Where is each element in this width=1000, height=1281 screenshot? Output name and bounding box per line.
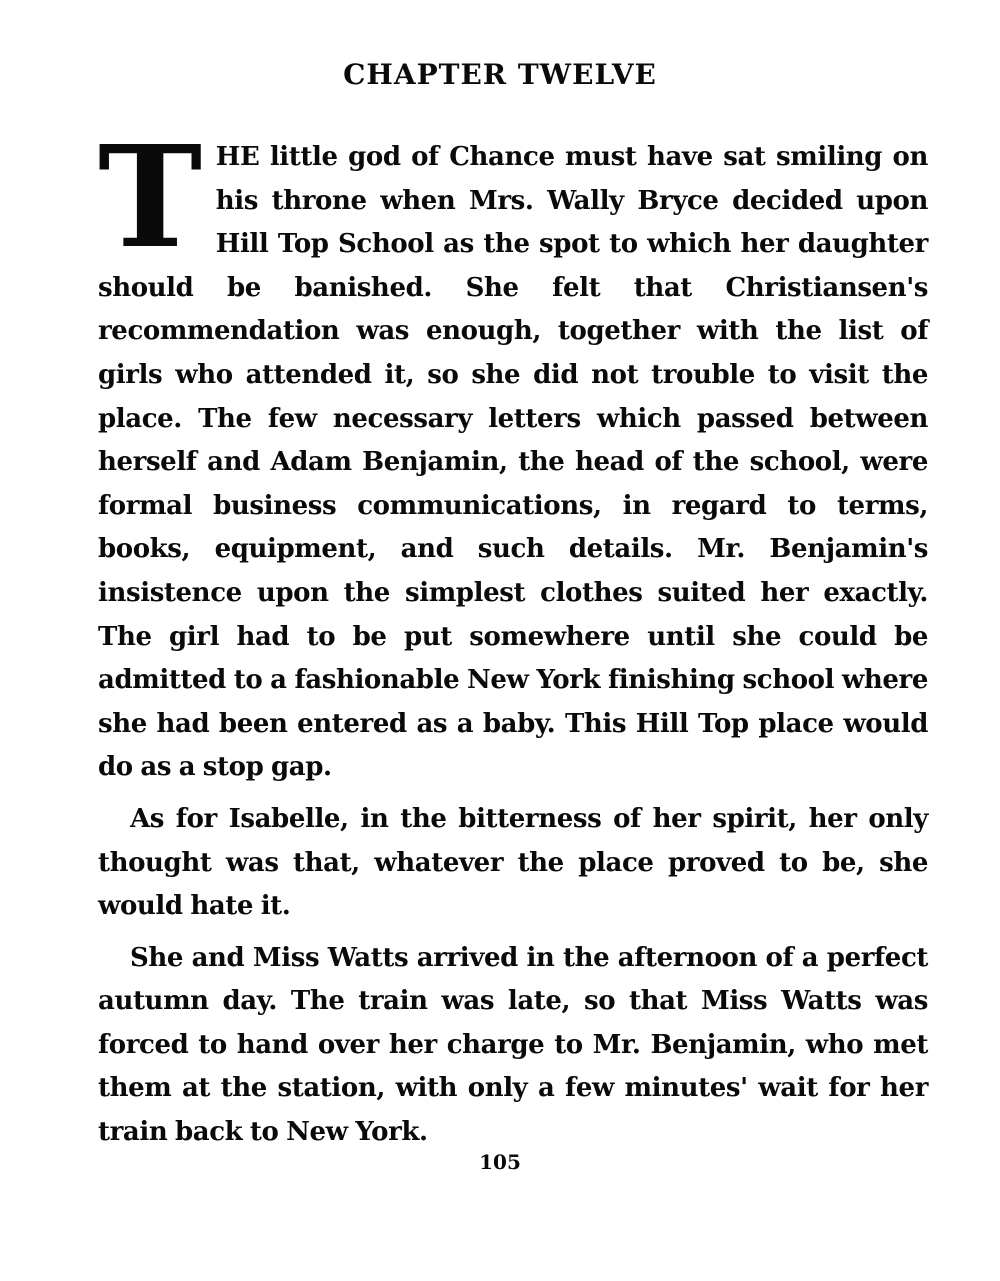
paragraph-1-text: HE little god of Chance must have sat smiling on his throne when Mrs. Wally Bryce decided upon Hill Top School as the spot to which her daughter should be banished. She felt that Christiansen's recommendation was enough, together with the list of girls who attended it, so she did not trouble to visit the place. The few necessary letters which passed between herself and Adam Benjamin, the head of the school, were formal business communications, in regard to terms, books, equipment, and such details. Mr. Benjamin's insistence upon the simplest clothes suited her exactly. The girl had to be put somewhere until she could be admitted to a fashionable New York finishing school where she had been entered as a baby. This Hill Top place would do as a stop gap.	[98, 142, 928, 783]
drop-cap-letter: T	[98, 116, 202, 280]
paragraph-2	[98, 798, 928, 929]
paragraph-2-text: As for Isabelle, in the bitterness of her spirit, her only thought was that, whatever the place proved to be, she would hate it.	[98, 803, 928, 922]
page-number: 105	[479, 1150, 521, 1174]
paragraph-3	[98, 937, 928, 1155]
paragraph-3-text: She and Miss Watts arrived in the afternoon of a perfect autumn day. The train was late, so that Miss Watts was forced to hand over her charge to Mr. Benjamin, who met them at the station, with only a few minutes' wait for her train back to New York.	[98, 942, 928, 1148]
paragraph-1	[98, 116, 928, 790]
chapter-title: CHAPTER TWELVE	[343, 58, 657, 91]
chapter-body	[98, 116, 928, 1155]
